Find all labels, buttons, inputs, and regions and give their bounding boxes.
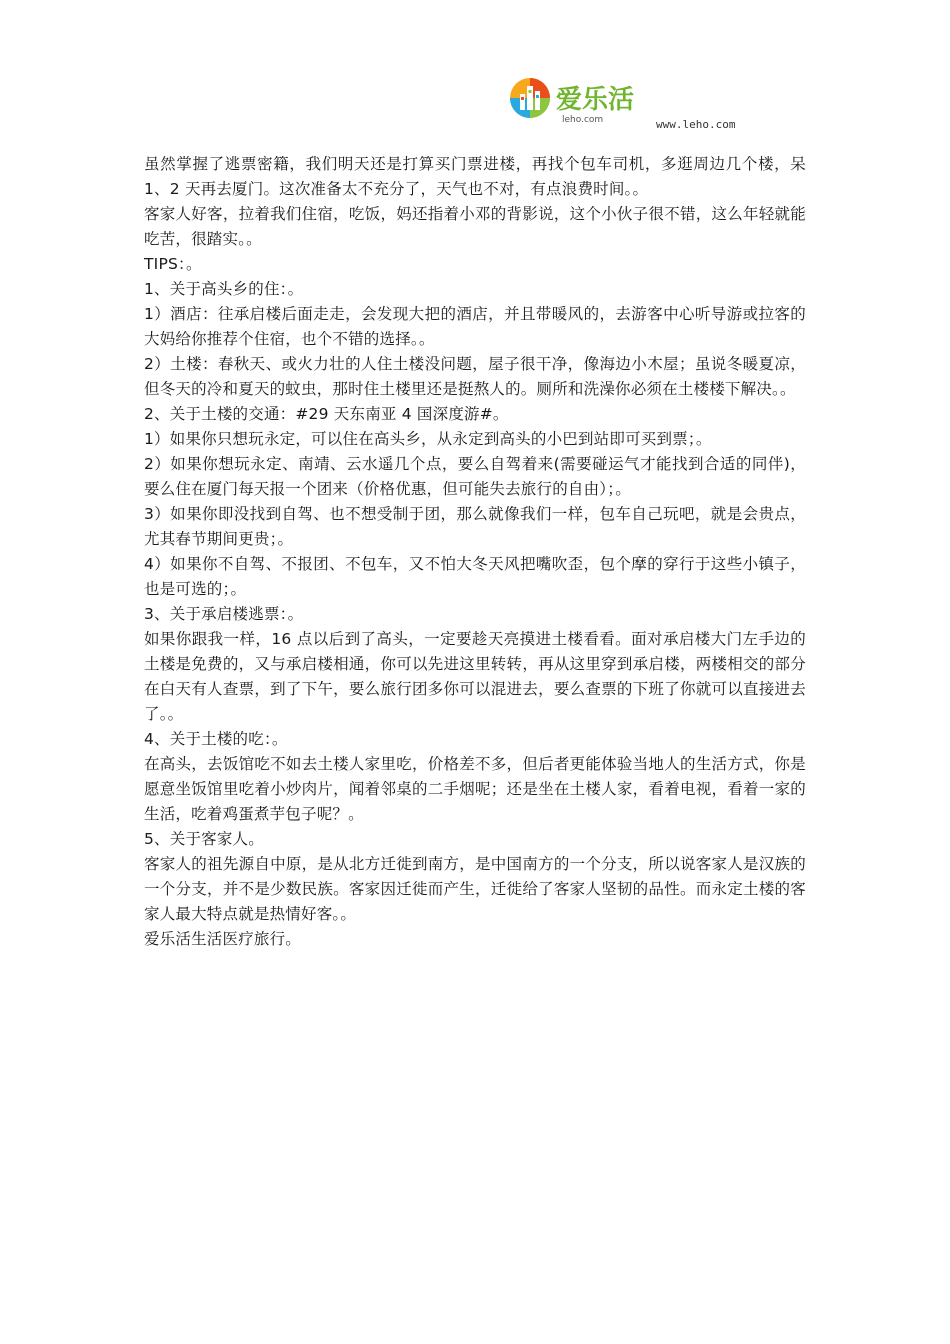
- paragraph: 如果你跟我一样，16 点以后到了高头，一定要趁天亮摸进土楼看看。面对承启楼大门左手边的土楼是免费的，又与承启楼相通，你可以先进这里转转，再从这里穿到承启楼，两楼相交的部分在白天有人查票，到了下午，要么旅行团多你可以混进去，要么查票的下班了你就可以直接进去了。。: [144, 630, 806, 723]
- tips-heading: TIPS：。: [144, 255, 202, 273]
- closing-line: 爱乐活生活医疗旅行。: [144, 930, 302, 948]
- section-heading: 1、关于高头乡的住：。: [144, 280, 304, 298]
- paragraph: 4）如果你不自驾、不报团、不包车，又不怕大冬天风把嘴吹歪，包个摩的穿行于这些小镇子，也是可选的；。: [144, 555, 806, 598]
- leho-logo: [506, 72, 656, 128]
- paragraph: 虽然掌握了逃票密籍，我们明天还是打算买门票进楼，再找个包车司机，多逛周边几个楼，呆 1、2 天再去厦门。这次准备太不充分了，天气也不对，有点浪费时间。。: [144, 155, 806, 198]
- paragraph: 1）酒店：往承启楼后面走走，会发现大把的酒店，并且带暖风的，去游客中心听导游或拉客的大妈给你推荐个住宿，也个不错的选择。。: [144, 305, 806, 348]
- article-body: [144, 152, 806, 952]
- paragraph: 1）如果你只想玩永定，可以住在高头乡，从永定到高头的小巴到站即可买到票；。: [144, 430, 712, 448]
- section-heading: 5、关于客家人。: [144, 830, 264, 848]
- paragraph: 在高头，去饭馆吃不如去土楼人家里吃，价格差不多，但后者更能体验当地人的生活方式，你是愿意坐饭馆里吃着小炒肉片，闻着邻桌的二手烟呢；还是坐在土楼人家，看着电视，看着一家的生活，吃着鸡蛋煮芋包子呢？。: [144, 755, 806, 823]
- section-heading: 2、关于土楼的交通：#29 天东南亚 4 国深度游#。: [144, 405, 509, 423]
- paragraph: 客家人的祖先源自中原，是从北方迁徙到南方，是中国南方的一个分支，所以说客家人是汉族的一个分支，并不是少数民族。客家因迁徙而产生，迁徙给了客家人坚韧的品性。而永定土楼的客家人最大特点就是热情好客。。: [144, 855, 806, 923]
- paragraph: 2）如果你想玩永定、南靖、云水遥几个点，要么自驾着来(需要碰运气才能找到合适的同伴)，要么住在厦门每天报一个团来（价格优惠，但可能失去旅行的自由）；。: [144, 455, 806, 498]
- logo-subtext: leho.com: [562, 115, 604, 125]
- section-heading: 3、关于承启楼逃票：。: [144, 605, 304, 623]
- page-header: [506, 72, 766, 138]
- paragraph: 客家人好客，拉着我们住宿，吃饭，妈还指着小邓的背影说，这个小伙子很不错，这么年轻就能吃苦，很踏实。。: [144, 205, 806, 248]
- site-url: www.leho.com: [656, 118, 736, 131]
- paragraph: 3）如果你即没找到自驾、也不想受制于团，那么就像我们一样，包车自己玩吧，就是会贵点，尤其春节期间更贵；。: [144, 505, 806, 548]
- logo-wordmark: 爱乐活: [556, 85, 635, 115]
- section-heading: 4、关于土楼的吃：。: [144, 730, 288, 748]
- paragraph: 2）土楼：春秋天、或火力壮的人住土楼没问题，屋子很干净，像海边小木屋；虽说冬暖夏凉，但冬天的冷和夏天的蚊虫，那时住土楼里还是挺熬人的。厕所和洗澡你必须在土楼楼下解决。。: [144, 355, 806, 398]
